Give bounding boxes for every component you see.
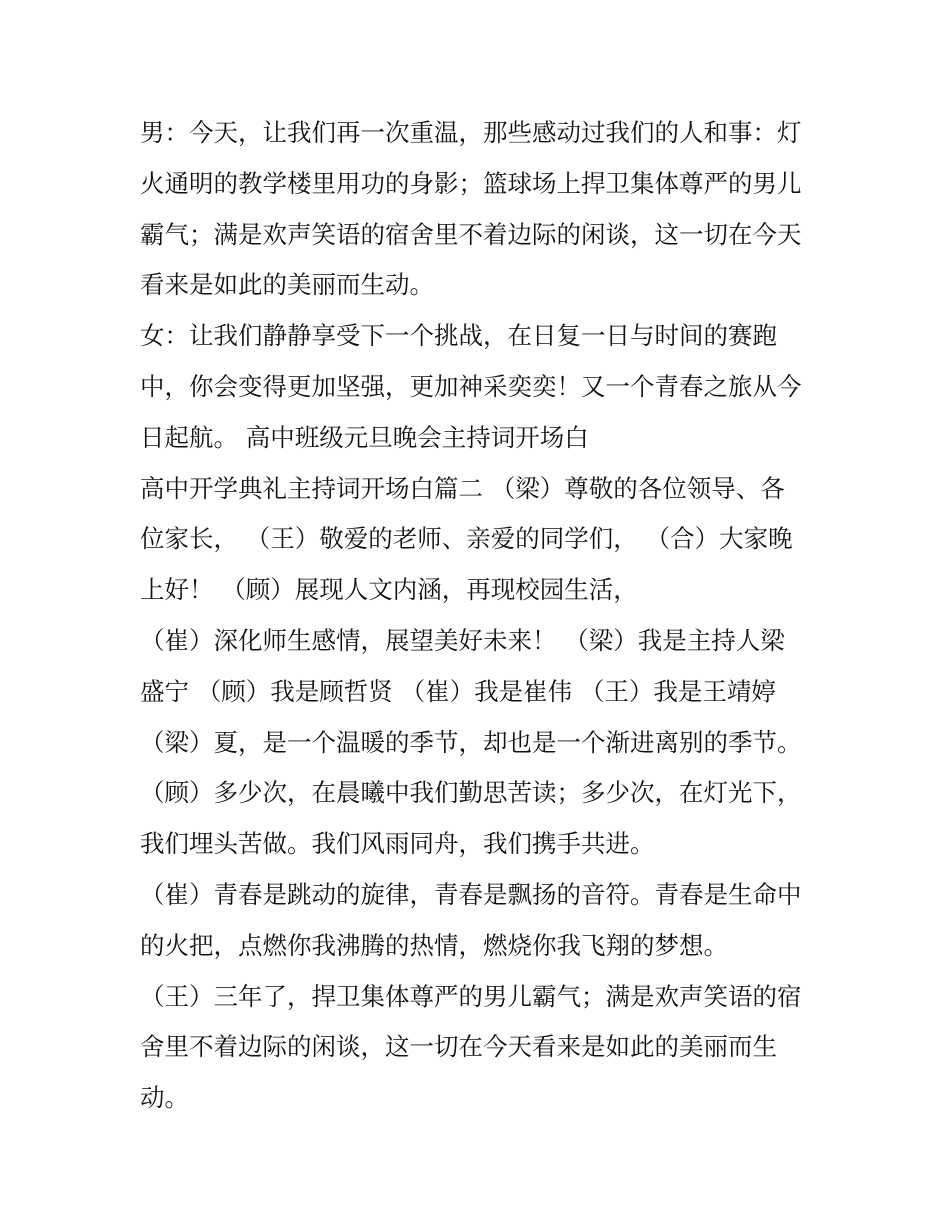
text-line: 看来是如此的美丽而生动。 xyxy=(140,270,434,300)
text-line: 火通明的教学楼里用功的身影；篮球场上捍卫集体尊严的男儿 xyxy=(140,168,802,198)
text-line: （王）三年了，捍卫集体尊严的男儿霸气；满是欢声笑语的宿 xyxy=(140,981,802,1011)
text-line: 舍里不着边际的闲谈，这一切在今天看来是如此的美丽而生 xyxy=(140,1032,777,1062)
text-line: 上好！ （顾）展现人文内涵，再现校园生活， xyxy=(140,575,638,605)
text-line: （崔）青春是跳动的旋律，青春是飘扬的音符。青春是生命中 xyxy=(140,879,802,909)
text-line: 中，你会变得更加坚强，更加神采奕奕！又一个青春之旅从今 xyxy=(140,371,802,401)
text-line: （顾）多少次，在晨曦中我们勤思苦读；多少次，在灯光下， xyxy=(140,778,802,808)
text-line: 男：今天，让我们再一次重温，那些感动过我们的人和事：灯 xyxy=(140,118,802,147)
text-line: 女：让我们静静享受下一个挑战，在日复一日与时间的赛跑 xyxy=(140,321,777,351)
text-line: 日起航。 高中班级元旦晚会主持词开场白 xyxy=(140,422,589,452)
text-line: 位家长， （王）敬爱的老师、亲爱的同学们， （合）大家晚 xyxy=(140,524,793,554)
text-line: 盛宁 （顾）我是顾哲贤 （崔）我是崔伟 （王）我是王靖婷 xyxy=(140,676,776,706)
text-line: 我们埋头苦做。我们风雨同舟，我们携手共进。 xyxy=(140,829,655,859)
text-line: （崔）深化师生感情，展望美好未来！ （梁）我是主持人梁 xyxy=(140,625,785,655)
text-line: （梁）夏，是一个温暖的季节，却也是一个渐进离别的季节。 xyxy=(140,727,802,757)
text-line: 高中开学典礼主持词开场白篇二 （梁）尊敬的各位领导、各 xyxy=(140,473,785,503)
text-line: 霸气；满是欢声笑语的宿舍里不着边际的闲谈，这一切在今天 xyxy=(140,219,802,249)
text-line: 动。 xyxy=(140,1083,189,1113)
text-line: 的火把，点燃你我沸腾的热情，燃烧你我飞翔的梦想。 xyxy=(140,930,728,960)
document-body xyxy=(140,108,820,1124)
